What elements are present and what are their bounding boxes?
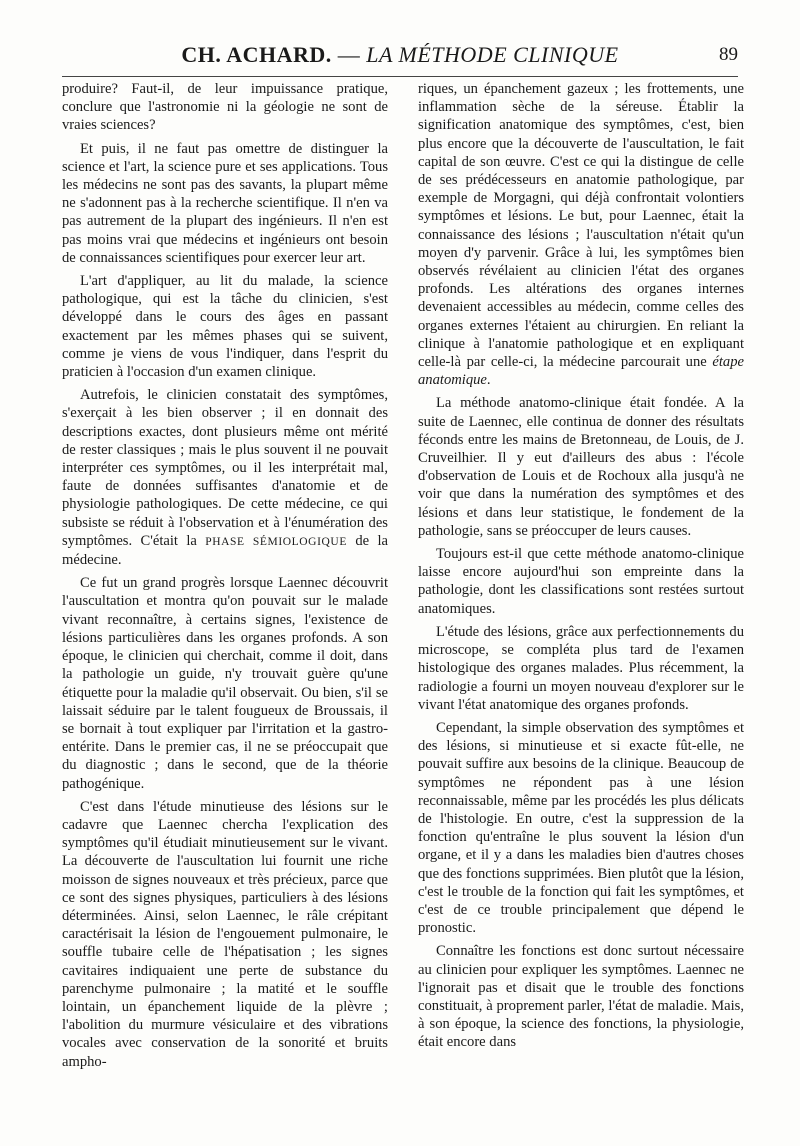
paragraph: L'art d'appliquer, au lit du malade, la science pathologique, qui est la tâche du clinicien, s'est développé dans le cours des âges en passant exactement par les mêmes phases qui se suivent, comme je viens de vous l'indiquer, dans l'esprit du praticien à l'occasion d'un examen clinique. [62, 273, 388, 381]
paragraph-text: Autrefois, le clinicien constatait des symptômes, s'exerçait à les bien observer ; il en donnait des descriptions exactes, dont plusieurs même ont mérité de rester classiques ; mais le plus souvent il ne pouvait interpréter ces symptômes, ou il les interprétait mal, faute de données suffisantes d'anatomie et de physiologie pathologiques. De cette médecine, ce qui subsiste se réduit à l'observation et à l'énumération des symptômes. C'était la [62, 387, 388, 549]
header-author: CH. ACHARD. [181, 42, 332, 67]
paragraph-text: riques, un épanchement gazeux ; les frottements, une inflammation sèche de la séreuse. Établir la signification anatomique des symptômes, c'est, bien plus encore que la découverte de l'auscultation, le fait capital de son œuvre. C'est ce qui la distingue de celle de ses prédécesseurs en anatomie pathologique, par exemple de Morgagni, qui déjà confrontait volontiers symptômes et lésions. Le but, pour Laennec, était la connaissance des lésions ; l'auscultation n'était qu'un moyen d'y parvenir. Grâce à lui, les symptômes bien observés révélaient au clinicien l'état des organes profonds. Les altérations des organes internes devenaient accessibles au médecin, comme celles des organes externes l'étaient au chirurgien. En reliant la clinique à l'anatomie pathologique et en expliquant celle-là par celle-ci, la médecine parcourait une [418, 81, 744, 371]
page-number: 89 [719, 44, 738, 65]
paragraph [62, 386, 388, 569]
paragraph-text: . [486, 372, 491, 389]
paragraph-text: de la médecine. [62, 532, 388, 569]
header-dash: — [331, 42, 367, 67]
paragraph: Cependant, la simple observation des symptômes et des lésions, si minutieuse et si exacte fût-elle, ne pouvait suffire aux besoins de la clinique. Beaucoup de symptômes ne répondent pas à une lésion reconnaissable, même par les procédés les plus délicats de l'histologie. En outre, c'est la suppression de la fonction qu'entraîne le plus souvent la lésion d'un organe, et il y a dans les maladies bien d'autres choses que des fonctions supprimées. Bien plutôt que la lésion, c'est le trouble de la fonction qui fait les symptômes, et c'est de ce trouble principalement que dépend le pronostic. [418, 719, 744, 937]
left-column [62, 80, 388, 1076]
paragraph: Toujours est-il que cette méthode anatomo-clinique laisse encore aujourd'hui son empreinte dans la pathologie, dont les classifications sont restées surtout anatomiques. [418, 546, 744, 617]
paragraph: C'est dans l'étude minutieuse des lésions sur le cadavre que Laennec chercha l'explication des symptômes qu'il étudiait minutieusement sur le vivant. La découverte de l'auscultation lui fournit une riche moisson de signes nouveaux et très précieux, parce que ce sont des signes physiques, particuliers à des lésions déterminées. Ainsi, selon Laennec, le râle crépitant caractérisait la lésion de l'engouement pulmonaire, le souffle tubaire celle de l'hépatisation ; les signes cavitaires indiquaient une perte de substance du parenchyme pulmonaire ; la matité et le souffle lointain, un épanchement liquide de la plèvre ; l'abolition du murmure vésiculaire et des vibrations vocales avec conservation de la sonorité et bruits ampho- [62, 798, 388, 1070]
running-header [62, 36, 738, 77]
header-title [62, 42, 738, 68]
paragraph: L'étude des lésions, grâce aux perfectionnements du microscope, se compléta plus tard de l'examen histologique des organes malades. Plus récemment, la radiologie a fourni un moyen nouveau d'explorer sur le vivant l'état anatomique des organes profonds. [418, 623, 744, 713]
small-caps-term: PHASE SÉMIOLOGIQUE [205, 535, 347, 548]
right-column [418, 80, 744, 1057]
paragraph [418, 80, 744, 389]
paragraph: La méthode anatomo-clinique était fondée. A la suite de Laennec, elle continua de donner des résultats féconds entre les mains de Bretonneau, de Louis, de J. Cruveilhier. Il y eut d'ailleurs des abus : l'école d'observation de Louis et de Rochoux alla jusqu'à ne voir que dans la numération des symptômes et des lésions et dans leur statistique, le fondement de la pathologie, sans se préoccuper de leurs causes. [418, 395, 744, 539]
paragraph: Ce fut un grand progrès lorsque Laennec découvrit l'auscultation et montra qu'on pouvait sur le malade vivant reconnaître, à certains signes, l'existence de lésions particulières dans les organes profonds. A son époque, le clinicien qui cherchait, comme il doit, dans la pathologie un guide, n'y trouvait guère qu'une étiquette pour la maladie qu'il observait. Ou bien, s'il se laissait séduire par le talent fougueux de Broussais, il se bornait à tout expliquer par l'irritation et la gastro-entérite. Dans le premier cas, il ne se préoccupait que du diagnostic ; dans le second, que de la théorie pathogénique. [62, 575, 388, 792]
paragraph: Et puis, il ne faut pas omettre de distinguer la science et l'art, la science pure et ses applications. Tous les médecins ne sont pas des savants, la plupart même ne s'adonnent pas à la recherche scientifique. Il n'en va pas autrement de la plupart des ingénieurs. Il n'en est pas moins vrai que médecins et ingénieurs ont besoin de connaissances scientifiques pour exercer leur art. [62, 140, 388, 266]
paragraph: produire? Faut-il, de leur impuissance pratique, conclure que l'astronomie ni la géologie ne sont de vraies sciences? [62, 81, 388, 134]
italic-term: étape anatomique [418, 354, 744, 389]
paragraph: Connaître les fonctions est donc surtout nécessaire au clinicien pour expliquer les symptômes. Laennec ne l'ignorait pas et disait que le trouble des fonctions constituait, à proprement parler, l'état de maladie. Mais, à son époque, la science des fonctions, la physiologie, était encore dans [418, 943, 744, 1051]
header-book-title: LA MÉTHODE CLINIQUE [366, 42, 619, 67]
